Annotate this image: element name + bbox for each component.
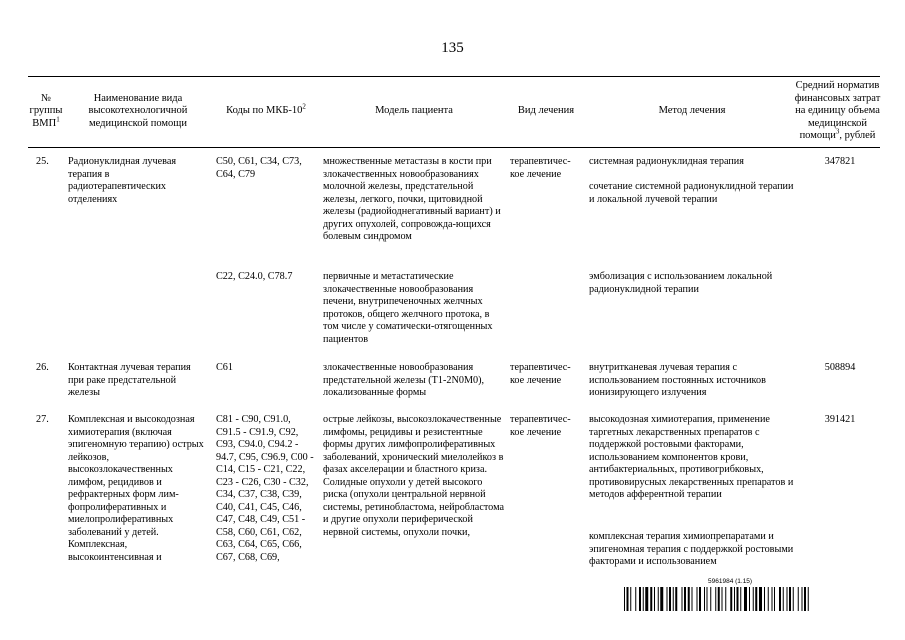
- row-25-treatment-type: терапевтичес-кое лечение: [510, 156, 571, 180]
- header-icd-codes: Коды по МКБ-$10^2$: [226, 102, 306, 117]
- barcode-bar: [688, 587, 690, 611]
- barcode-bar: [755, 587, 757, 611]
- row-26-treatment-type: терапевтичес-кое лечение: [510, 362, 571, 386]
- barcode-bar: [643, 587, 644, 611]
- barcode-bar: [658, 587, 659, 611]
- row-26-number: 26.: [36, 362, 49, 373]
- header-group-number: № группы ВМП$^1$: [29, 92, 63, 129]
- barcode-bar: [718, 587, 720, 611]
- table-header-bottom-rule: [28, 147, 880, 148]
- barcode-bar: [707, 587, 708, 611]
- barcode-bar: [787, 587, 788, 611]
- header-care-type: Наименование вида высокотехнологичной медицинской помощи: [88, 92, 188, 129]
- barcode-bar: [772, 587, 773, 611]
- row-27-icd-codes: C81 - C90, C91.0, C91.5 - C91.9, C92, C93, C94.0, C94.2 - 94.7, C95, C96.9, C00 - C14, C15 - C21, C22, C23 - C26, C30 - C32, C34, C37, C38, C39, C40, C41, C45, C46, C47, C48, C49, C51 - C58, C60, C61, C62, C63, C64, C65, C66, C67, C68, C69,: [216, 414, 314, 563]
- row-27-treatment-type: терапевтичес-кое лечение: [510, 414, 571, 438]
- barcode-bar: [715, 587, 716, 611]
- row-25-method-1: системная радионуклидная терапия: [589, 156, 744, 167]
- row-25-icd-codes: C50, C61, C34, C73, C64, C79: [216, 156, 302, 180]
- barcode-bar: [744, 587, 747, 611]
- row-25-number: 25.: [36, 156, 49, 167]
- barcode-bar: [793, 587, 794, 611]
- barcode-bar: [654, 587, 655, 611]
- barcode-bar: [802, 587, 803, 611]
- header-treatment-type: Вид лечения: [517, 105, 575, 117]
- barcode-bar: [789, 587, 791, 611]
- barcode-bar: [635, 587, 636, 611]
- barcode-bar: [684, 587, 686, 611]
- page-number: 135: [441, 40, 464, 56]
- barcode-bar: [749, 587, 750, 611]
- barcode-bar: [798, 587, 799, 611]
- row-25-patient-model: множественные метастазы в кости при злокачественных новообразованиях молочной железы, предстательной железы, легкого, почки, щитовидной железы (радиойоднегативный вариант) и других опухолей, сопровожда-ющихся болевым синдромом: [323, 156, 501, 242]
- row-26-icd-codes: C61: [216, 362, 233, 373]
- barcode-bar: [764, 587, 765, 611]
- barcode-bar: [699, 587, 701, 611]
- row-27-patient-model: острые лейкозы, высокозлокачественные лимфомы, рецидивы и резистентные формы других лимфопролиферативных заболеваний, хронический миелолейкоз в фазах акселерации и бластного криза. Солидные опухоли у детей высокого риска (опухоли центральной нервной системы, ретинобластома, нейробластома и другие опухоли периферической нервной системы, опухоли почки,: [323, 414, 504, 538]
- barcode-bar: [734, 587, 735, 611]
- row-27-number: 27.: [36, 414, 49, 425]
- barcode-bar: [627, 587, 629, 611]
- barcode-bar: [737, 587, 739, 611]
- row-26-patient-model: злокачественные новообразования предстательной железы (T1-2N0M0), локализованные формы: [323, 362, 485, 398]
- row-26-method: внутритканевая лучевая терапия с использованием постоянных источников ионизирующего излучения: [589, 362, 766, 398]
- barcode-bar: [704, 587, 705, 611]
- barcode-bar: [740, 587, 741, 611]
- barcode-bar: [675, 587, 677, 611]
- row-27-cost: 391421: [824, 414, 856, 425]
- row-26-cost: 508894: [824, 362, 856, 373]
- row-25b-patient-model: первичные и метастатические злокачественные новообразования печени, внутрипеченочных желчных протоков, общего желчного протока, в том числе у соматически-отягощенных пациентов: [323, 271, 493, 345]
- barcode-bar: [669, 587, 671, 611]
- barcode-bar: [682, 587, 683, 611]
- row-26-care-type: Контактная лучевая терапия при раке предстательной железы: [68, 362, 191, 398]
- barcode-bar: [645, 587, 648, 611]
- barcode-bar: [667, 587, 668, 611]
- barcode-bar: [774, 587, 775, 611]
- barcode-number: 5961984 (1.15): [708, 578, 753, 585]
- barcode-bar: [639, 587, 641, 611]
- barcode-bar: [692, 587, 693, 611]
- row-25-cost: 347821: [824, 156, 856, 167]
- header-avg-cost: Средний норматив финансовых затрат на единицу объема медицинской помощи$^3$, рублей: [794, 80, 881, 142]
- barcode-bar: [722, 587, 723, 611]
- barcode-bar: [779, 587, 781, 611]
- row-25b-icd-codes: C22, C24.0, C78.7: [216, 271, 293, 282]
- header-treatment-method: Метод лечения: [658, 105, 726, 117]
- header-patient-model: Модель пациента: [375, 105, 453, 117]
- barcode-bar: [725, 587, 726, 611]
- barcode-bar: [804, 587, 806, 611]
- barcode: [624, 587, 880, 611]
- barcode-bar: [624, 587, 625, 611]
- barcode-bar: [710, 587, 711, 611]
- barcode-bar: [650, 587, 652, 611]
- barcode-bar: [730, 587, 732, 611]
- barcode-bar: [673, 587, 674, 611]
- barcode-bar: [808, 587, 809, 611]
- row-27-method-2: комплексная терапия химиопрепаратами и эпигеномная терапия с поддержкой ростовыми факторами и использованием: [589, 531, 794, 567]
- barcode-bar: [759, 587, 762, 611]
- barcode-bar: [783, 587, 784, 611]
- row-25-care-type: Радионуклидная лучевая терапия в радиотерапевтических отделениях: [68, 156, 177, 205]
- row-25-method-2: сочетание системной радионуклидной терапии и локальной лучевой терапии: [589, 181, 794, 205]
- row-27-care-type: Комплексная и высокодозная химиотерапия (включая эпигеномную терапию) острых лейкозов, высокозлокачественных лимфом, рецидивов и рефрактерных форм лим-фопролиферативных и миелопролиферативных заболеваний у детей. Комплексная, высокоинтенсивная и: [68, 414, 204, 563]
- barcode-bar: [630, 587, 631, 611]
- row-25b-method: эмболизация с использованием локальной радионуклидной терапии: [589, 271, 773, 295]
- barcode-bar: [768, 587, 769, 611]
- row-27-method-1: высокодозная химиотерапия, применение таргетных лекарственных препаратов с поддержкой ростовыми факторами, использованием компонентов крови, антибактериальных, противогрибковых, противовирусных лекарственных препаратов и методов афферентной терапии: [589, 414, 794, 500]
- barcode-bar: [753, 587, 754, 611]
- barcode-bar: [660, 587, 663, 611]
- barcode-bar: [697, 587, 698, 611]
